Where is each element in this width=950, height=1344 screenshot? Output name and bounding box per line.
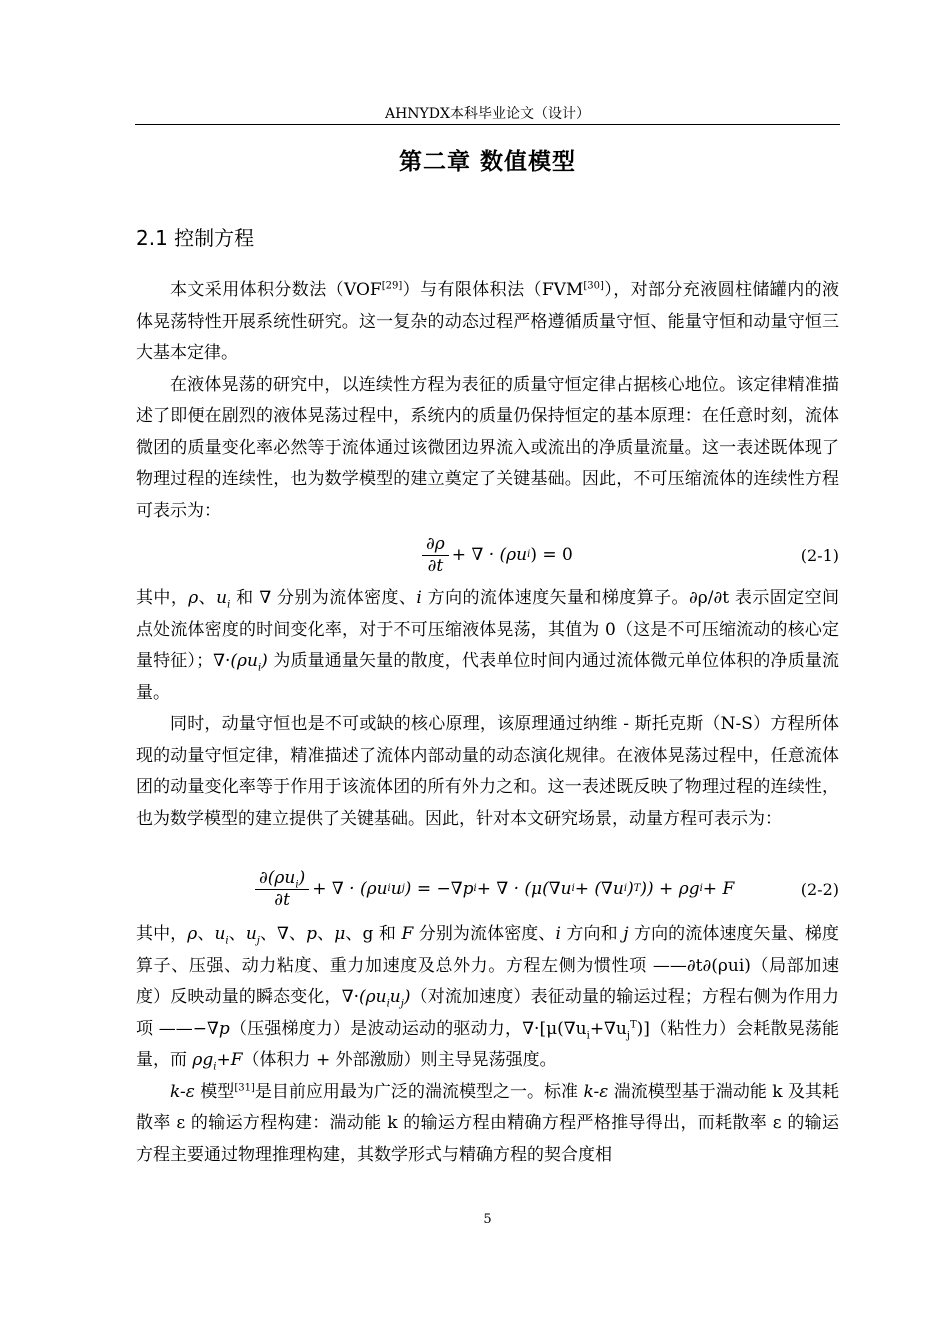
paragraph-continuity: 在液体晃荡的研究中，以连续性方程为表征的质量守恒定律占据核心地位。该定律精准描述了即便在剧烈的液体晃荡过程中，系统内的质量仍保持恒定的基本原理：在任意时刻，流体微团的质量变化率必然等于流体通过该微团边界流入或流出的净质量流量。这一表述既体现了物理过程的连续性，也为数学模型的建立奠定了关键基础。因此，不可压缩流体的连续性方程可表示为：: [136, 374, 839, 521]
paragraph-intro: 本文采用体积分数法（VOF[29]）与有限体积法（FVM[30]），对部分充液圆柱储罐内的液体晃荡特性开展系统性研究。这一复杂的动态过程严格遵循质量守恒、能量守恒和动量守恒三大基本定律。: [136, 280, 840, 363]
paragraph-block-3: [136, 919, 839, 1171]
running-header: AHNYDX本科毕业论文（设计）: [384, 106, 590, 122]
paragraph-block-2: [136, 583, 839, 835]
citation-31: [31]: [234, 1081, 255, 1093]
chapter-title: 第二章 数值模型: [398, 149, 576, 175]
equation-fraction: $\frac{\partial\rho}{\partial t}$: [422, 534, 449, 577]
page-number: 5: [483, 1212, 492, 1227]
equation-number: (2-1): [800, 545, 839, 565]
paragraph-momentum-terms: 其中，ρ、$u_i$、$u_j$、∇、p、μ、g 和 F 分别为流体密度、i 方向和 j 方向的流体速度矢量、梯度算子、压强、动力粘度、重力加速度及总外力。方程左侧为惯性项 ——∂t∂(ρui)（局部加速度）反映动量的瞬态变化，$\nabla\cdot(\rho u_iu_j)$（对流加速度）表征动量的输运过程；方程右侧为作用力项 ——−∇p（压强梯度力）是波动运动的驱动力，$\nabla\cdot[\mu(\nabla u_i+\nabla u_j^T)]$（粘性力）会耗散晃荡能量，而 $\rho g_i+F$（体积力 + 外部激励）则主导晃荡强度。: [136, 924, 840, 1073]
citation-30: [30]: [583, 280, 604, 292]
equation-2-2: [136, 864, 839, 914]
header-rule: [135, 124, 840, 125]
equation-number: (2-2): [800, 879, 839, 899]
section-title: 2.1 控制方程: [136, 226, 255, 250]
paragraph-k-epsilon: k-ε 模型[31]是目前应用最为广泛的湍流模型之一。标准 k-ε 湍流模型基于湍动能 k 及其耗散率 ε 的输运方程构建：湍动能 k 的输运方程由精确方程严格推导得出，而耗散率 ε 的输运方程主要通过物理推理构建，其数学形式与精确方程的契合度相: [136, 1081, 840, 1165]
paragraph-momentum: 同时，动量守恒也是不可或缺的核心原理，该原理通过纳维 - 斯托克斯（N-S）方程所体现的动量守恒定律，精准描述了流体内部动量的动态演化规律。在液体晃荡过程中，任意流体团的动量变化率等于作用于该流体团的所有外力之和。这一表述既反映了物理过程的连续性，也为数学模型的建立提供了关键基础。因此，针对本文研究场景，动量方程可表示为：: [136, 714, 839, 829]
citation-29: [29]: [381, 280, 403, 292]
equation-2-1: [136, 530, 839, 580]
equation-2-2-body: $\frac{\partial(\rho u_i)}{\partial t}$ + ∇ · (ρu i u j ) = −∇p i + ∇ · (μ(∇u i + (∇u i ) T )) + ρg i + F: [252, 864, 734, 914]
paragraph-continuity-terms: 其中，ρ、$u_i$ 和 ∇ 分别为流体密度、i 方向的流体速度矢量和梯度算子。∂ρ/∂t 表示固定空间点处流体密度的时间变化率，对于不可压缩液体晃荡，其值为 0（这是不可压缩流动的核心定量特征）；$\nabla\cdot(\rho u_i)$ 为质量通量矢量的散度，代表单位时间内通过流体微元单位体积的净质量流量。: [136, 588, 839, 703]
paragraph-block-1: [136, 275, 839, 527]
equation-fraction: $\frac{\partial(\rho u_i)}{\partial t}$: [255, 868, 309, 911]
equation-2-1-body: $\frac{\partial\rho}{\partial t}$ + ∇ · (ρu i ) = 0: [419, 530, 573, 580]
